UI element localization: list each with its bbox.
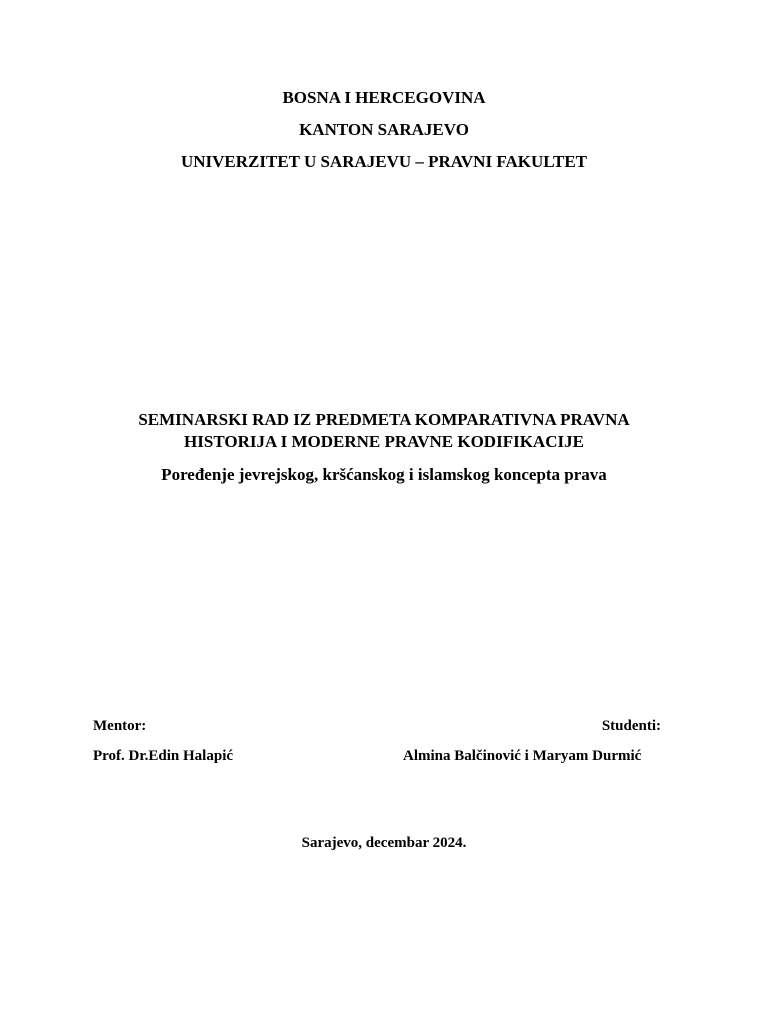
title-line-1: SEMINARSKI RAD IZ PREDMETA KOMPARATIVNA PRAVNA	[138, 410, 630, 429]
mentor-label: Mentor:	[93, 718, 147, 734]
place-date: Sarajevo, decembar 2024.	[301, 835, 467, 851]
header-canton: KANTON SARAJEVO	[299, 120, 469, 139]
mentor-name: Prof. Dr.Edin Halapić	[93, 748, 234, 764]
header-university: UNIVERZITET U SARAJEVU – PRAVNI FAKULTET	[180, 152, 588, 171]
subtitle: Poređenje jevrejskog, kršćanskog i islamskog koncepta prava	[161, 465, 607, 484]
students-names: Almina Balčinović i Maryam Durmić	[403, 748, 642, 764]
students-label: Studenti:	[601, 718, 661, 734]
title-line-2: HISTORIJA I MODERNE PRAVNE KODIFIKACIJE	[184, 432, 584, 451]
header-country: BOSNA I HERCEGOVINA	[282, 88, 486, 107]
